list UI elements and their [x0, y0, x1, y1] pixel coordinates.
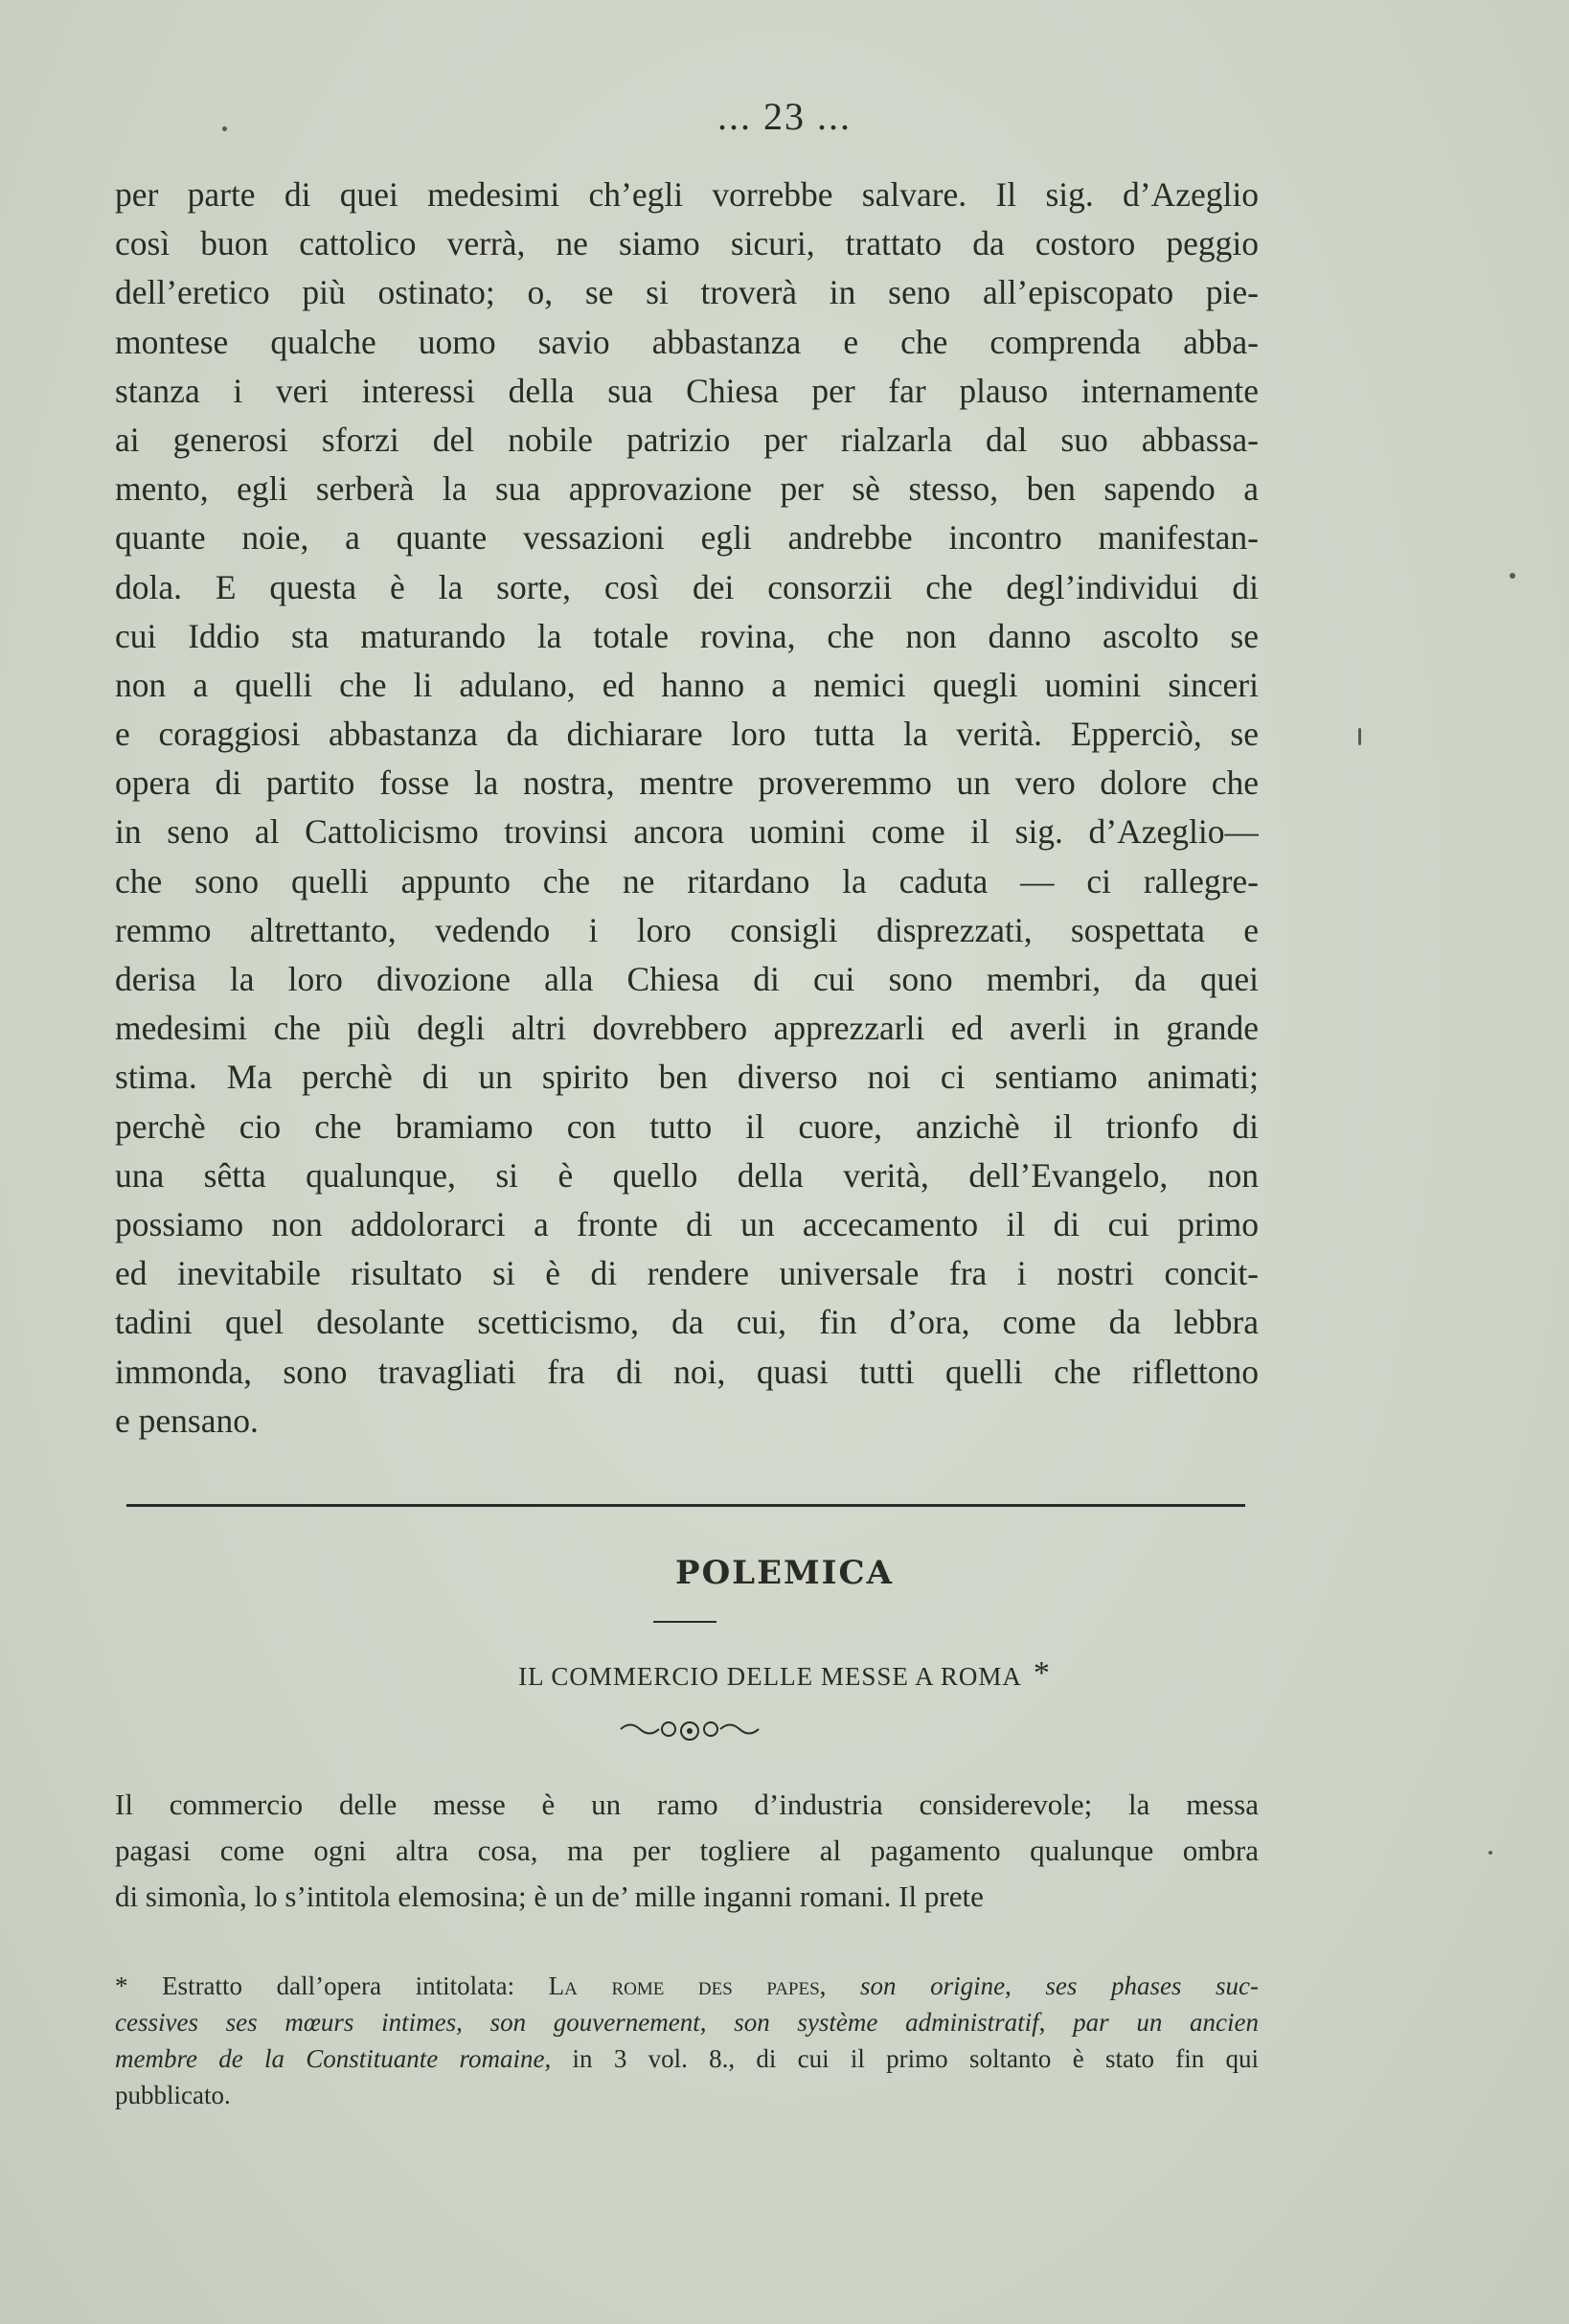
- footnote-italic-2b: par un ancien: [1073, 2008, 1259, 2037]
- text-line: ed inevitabile risultato si è di rendere universale fra i nostri concit-: [115, 1254, 1259, 1293]
- footnote-mark: *: [115, 1971, 128, 2000]
- title-underline: [653, 1621, 716, 1623]
- paper-speck: [1510, 573, 1515, 579]
- article-subtitle: [0, 1655, 1569, 1692]
- text-line: remmo altrettanto, vedendo i loro consigli disprezzati, sospettata e: [115, 910, 1259, 949]
- text-line: stima. Ma perchè di un spirito ben diverso noi ci sentiamo animati;: [115, 1058, 1259, 1097]
- section-title: POLEMICA: [675, 1554, 894, 1592]
- text-line: e pensano.: [115, 1401, 259, 1440]
- paper-speck: [1489, 1851, 1492, 1855]
- decorative-ornament-icon: [613, 1715, 766, 1743]
- footnote-reference-mark: *: [1033, 1655, 1051, 1691]
- footnote-italic-1: son origine, ses phases suc-: [826, 1971, 1259, 2000]
- text-line: in seno al Cattolicismo trovinsi ancora uomini come il sig. d’Azeglio—: [115, 812, 1259, 852]
- text-line: così buon cattolico verrà, ne siamo sicuri, trattato da costoro peggio: [115, 224, 1259, 263]
- text-line: immonda, sono travagliati fra di noi, quasi tutti quelli che riflettono: [115, 1352, 1259, 1391]
- footnote-sep: ,: [1038, 2008, 1074, 2037]
- text-line: medesimi che più degli altri dovrebbero apprezzarli ed averli in grande: [115, 1009, 1259, 1048]
- footnote: [115, 1968, 1259, 2113]
- body-text: [115, 171, 1259, 1446]
- text-line: opera di partito fosse la nostra, mentre proveremmo un vero dolore che: [115, 763, 1259, 803]
- page-number: ... 23 ...: [717, 95, 852, 138]
- paper-speck: [222, 126, 227, 131]
- text-line: non a quelli che li adulano, ed hanno a nemici quegli uomini sinceri: [115, 665, 1259, 704]
- footnote-book-title: La rome des papes,: [548, 1971, 827, 2000]
- text-line: montese qualche uomo savio abbastanza e che comprenda abba-: [115, 322, 1259, 361]
- footnote-last-line: pubblicato.: [115, 2081, 231, 2109]
- section-divider: [126, 1504, 1245, 1507]
- article-line: di simonìa, lo s’intitola elemosina; è un de’ mille inganni romani. Il prete: [115, 1880, 984, 1913]
- footnote-rest: in 3 vol. 8., di cui il primo soltanto è stato fin qui: [551, 2044, 1259, 2073]
- text-line: stanza i veri interessi della sua Chiesa per far plauso internamente: [115, 371, 1259, 410]
- subtitle-text: IL COMMERCIO DELLE MESSE A ROMA: [518, 1662, 1022, 1691]
- text-line: che sono quelli appunto che ne ritardano la caduta — ci rallegre-: [115, 861, 1259, 900]
- text-line: per parte di quei medesimi ch’egli vorrebbe salvare. Il sig. d’Azeglio: [115, 175, 1259, 214]
- article-line: Il commercio delle messe è un ramo d’industria considerevole; la messa: [115, 1788, 1259, 1821]
- footnote-italic-2: cessives ses mœurs intimes, son gouvernement, son système administratif: [115, 2008, 1039, 2037]
- article-text: [115, 1782, 1259, 1920]
- text-line: una sêtta qualunque, si è quello della verità, dell’Evangelo, non: [115, 1155, 1259, 1195]
- text-line: dell’eretico più ostinato; o, se si troverà in seno all’episcopato pie-: [115, 273, 1259, 312]
- text-line: dola. E questa è la sorte, così dei consorzii che degl’individui di: [115, 567, 1259, 606]
- text-line: perchè cio che bramiamo con tutto il cuore, anzichè il trionfo di: [115, 1106, 1259, 1146]
- text-line: derisa la loro divozione alla Chiesa di cui sono membri, da quei: [115, 960, 1259, 998]
- text-line: cui Iddio sta maturando la totale rovina, che non danno ascolto se: [115, 616, 1259, 655]
- paper-speck: [1358, 728, 1361, 745]
- text-line: mento, egli serberà la sua approvazione per sè stesso, ben sapendo a: [115, 469, 1259, 509]
- text-line: quante noie, a quante vessazioni egli andrebbe incontro manifestan-: [115, 518, 1259, 558]
- text-line: tadini quel desolante scetticismo, da cui, fin d’ora, come da lebbra: [115, 1303, 1259, 1342]
- text-line: e coraggiosi abbastanza da dichiarare loro tutta la verità. Epperciò, se: [115, 715, 1259, 754]
- footnote-italic-3: membre de la Constituante romaine,: [115, 2044, 552, 2073]
- text-line: ai generosi sforzi del nobile patrizio per rialzarla dal suo abbassa-: [115, 420, 1259, 459]
- footnote-lead: Estratto dall’opera intitolata:: [127, 1971, 549, 2000]
- article-line: pagasi come ogni altra cosa, ma per togliere al pagamento qualunque ombra: [115, 1834, 1259, 1867]
- text-line: possiamo non addolorarci a fronte di un accecamento il di cui primo: [115, 1204, 1259, 1243]
